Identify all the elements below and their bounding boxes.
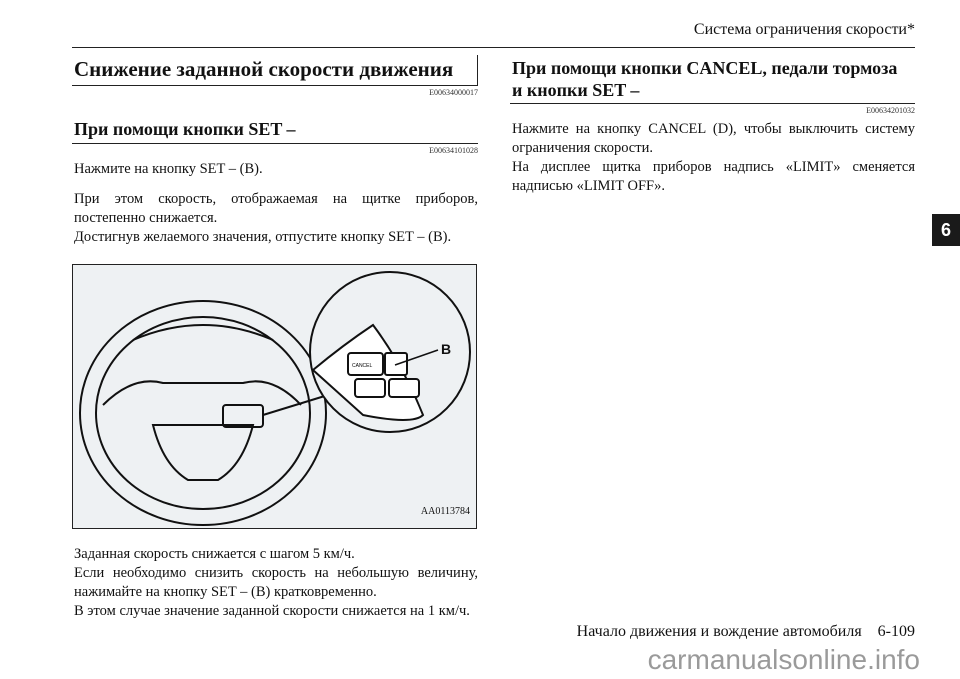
running-header: Система ограничения скорости* — [693, 21, 915, 38]
section-title-frame — [72, 55, 478, 86]
left-column — [72, 55, 478, 621]
footer — [577, 622, 915, 642]
paragraph: В этом случае значение заданной скорости снижается на 1 км/ч. — [74, 603, 470, 619]
paragraph: Достигнув желаемого значения, отпустите кнопку SET – (B). — [74, 229, 452, 245]
subsection-rule — [72, 143, 478, 144]
page-number: 6-109 — [877, 623, 915, 640]
paragraph: На дисплее щитка приборов надпись «LIMIT» сменяется надписью «LIMIT OFF». — [512, 159, 915, 194]
paragraph: Если необходимо снизить скорость на небольшую величину, нажимайте на кнопку SET – (B) кратковременно. — [74, 565, 478, 600]
steering-wheel-figure — [72, 264, 477, 529]
subsection-code: E00634101028 — [429, 146, 478, 155]
header-rule — [72, 47, 915, 48]
right-subsection-title-line1: При помощи кнопки CANCEL, педали тормоза — [512, 58, 898, 78]
cancel-button-label: CANCEL — [352, 363, 373, 369]
footer-chapter: Начало движения и вождение автомобиля — [576, 623, 862, 640]
callout-b: B — [441, 341, 452, 357]
paragraph: При этом скорость, отображаемая на щитке приборов, постепенно снижается. — [74, 191, 478, 226]
right-subsection-title-line2: и кнопки SET – — [512, 80, 640, 100]
section-code: E00634000017 — [429, 88, 478, 97]
watermark: carmanualsonline.info — [647, 644, 920, 675]
steering-wheel-illustration — [73, 265, 478, 530]
subsection-title: При помощи кнопки SET – — [74, 119, 296, 139]
section-title: Снижение заданной скорости движения — [74, 57, 454, 81]
paragraph: Нажмите на кнопку SET – (B). — [74, 161, 263, 177]
chapter-tab: 6 — [932, 214, 960, 246]
right-column — [510, 55, 915, 196]
paragraph: Заданная скорость снижается с шагом 5 км/ч. — [74, 546, 355, 562]
figure-id: AA0113784 — [420, 506, 470, 517]
right-subsection-rule — [510, 103, 915, 104]
paragraph: Нажмите на кнопку CANCEL (D), чтобы выключить систему ограничения скорости. — [512, 121, 915, 156]
right-subsection-code: E00634201032 — [866, 106, 915, 115]
